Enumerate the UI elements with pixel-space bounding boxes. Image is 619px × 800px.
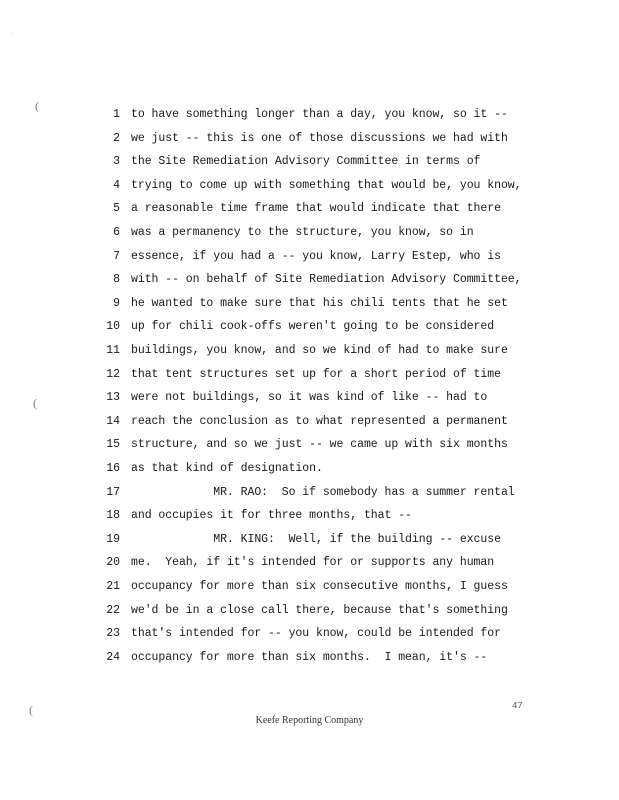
line-text: we'd be in a close call there, because that's something	[131, 604, 508, 617]
line-text: was a permanency to the structure, you know, so in	[131, 226, 474, 239]
line-text: structure, and so we just -- we came up with six months	[131, 438, 508, 451]
transcript-line	[0, 270, 619, 290]
line-number: 23	[106, 627, 120, 640]
transcript-line	[0, 105, 619, 125]
line-text: as that kind of designation.	[131, 462, 323, 475]
transcript-line	[0, 577, 619, 597]
transcript-line	[0, 223, 619, 243]
line-number: 13	[106, 391, 120, 404]
line-text: reach the conclusion as to what represented a permanent	[131, 415, 508, 428]
line-number: 8	[113, 273, 120, 286]
line-number: 21	[106, 580, 120, 593]
line-number: 22	[106, 604, 120, 617]
transcript-line	[0, 365, 619, 385]
line-text: trying to come up with something that would be, you know,	[131, 179, 522, 192]
line-text: buildings, you know, and so we kind of had to make sure	[131, 344, 508, 357]
line-text: MR. RAO: So if somebody has a summer rental	[131, 486, 515, 499]
transcript-line	[0, 624, 619, 644]
line-text: up for chili cook-offs weren't going to be considered	[131, 320, 495, 333]
line-number: 15	[106, 438, 120, 451]
line-text: a reasonable time frame that would indicate that there	[131, 202, 501, 215]
line-number: 1	[113, 108, 120, 121]
transcript-line	[0, 247, 619, 267]
transcript-line	[0, 129, 619, 149]
line-text: he wanted to make sure that his chili tents that he set	[131, 297, 508, 310]
line-text: were not buildings, so it was kind of like -- had to	[131, 391, 488, 404]
line-text: we just -- this is one of those discussions we had with	[131, 132, 508, 145]
line-number: 16	[106, 462, 120, 475]
line-text: that tent structures set up for a short period of time	[131, 368, 501, 381]
line-number: 4	[113, 179, 120, 192]
line-number: 7	[113, 250, 120, 263]
line-text: to have something longer than a day, you know, so it --	[131, 108, 508, 121]
line-number: 12	[106, 368, 120, 381]
line-number: 3	[113, 155, 120, 168]
line-number: 2	[113, 132, 120, 145]
transcript-line	[0, 648, 619, 668]
line-number: 17	[106, 486, 120, 499]
transcript-line	[0, 553, 619, 573]
page-footer: Keefe Reporting Company	[255, 715, 364, 726]
line-number: 6	[113, 226, 120, 239]
transcript-line	[0, 530, 619, 550]
line-text: essence, if you had a -- you know, Larry Estep, who is	[131, 250, 501, 263]
line-number: 24	[106, 651, 120, 664]
line-text: occupancy for more than six months. I mean, it's --	[131, 651, 488, 664]
line-text: the Site Remediation Advisory Committee in terms of	[131, 155, 481, 168]
margin-mark: (	[33, 396, 37, 410]
transcript-line	[0, 435, 619, 455]
line-number: 20	[106, 556, 120, 569]
line-number: 19	[106, 533, 120, 546]
line-number: 9	[113, 297, 120, 310]
page-number: 47	[512, 701, 523, 711]
transcript-line	[0, 459, 619, 479]
transcript-line	[0, 341, 619, 361]
transcript-line	[0, 506, 619, 526]
margin-mark: (	[29, 703, 33, 717]
transcript-line	[0, 199, 619, 219]
line-number: 14	[106, 415, 120, 428]
line-number: 5	[113, 202, 120, 215]
margin-mark-top: .	[12, 30, 14, 36]
margin-mark: (	[35, 99, 39, 113]
line-number: 18	[106, 509, 120, 522]
transcript-line	[0, 152, 619, 172]
transcript-line	[0, 176, 619, 196]
transcript-line	[0, 294, 619, 314]
line-text: and occupies it for three months, that --	[131, 509, 412, 522]
transcript-line	[0, 412, 619, 432]
line-text: me. Yeah, if it's intended for or supports any human	[131, 556, 495, 569]
transcript-line	[0, 483, 619, 503]
line-text: occupancy for more than six consecutive months, I guess	[131, 580, 508, 593]
transcript-line	[0, 388, 619, 408]
transcript-line	[0, 601, 619, 621]
line-text: that's intended for -- you know, could be intended for	[131, 627, 501, 640]
line-text: MR. KING: Well, if the building -- excuse	[131, 533, 501, 546]
line-number: 11	[106, 344, 120, 357]
line-text: with -- on behalf of Site Remediation Advisory Committee,	[131, 273, 522, 286]
line-number: 10	[106, 320, 120, 333]
transcript-line	[0, 317, 619, 337]
